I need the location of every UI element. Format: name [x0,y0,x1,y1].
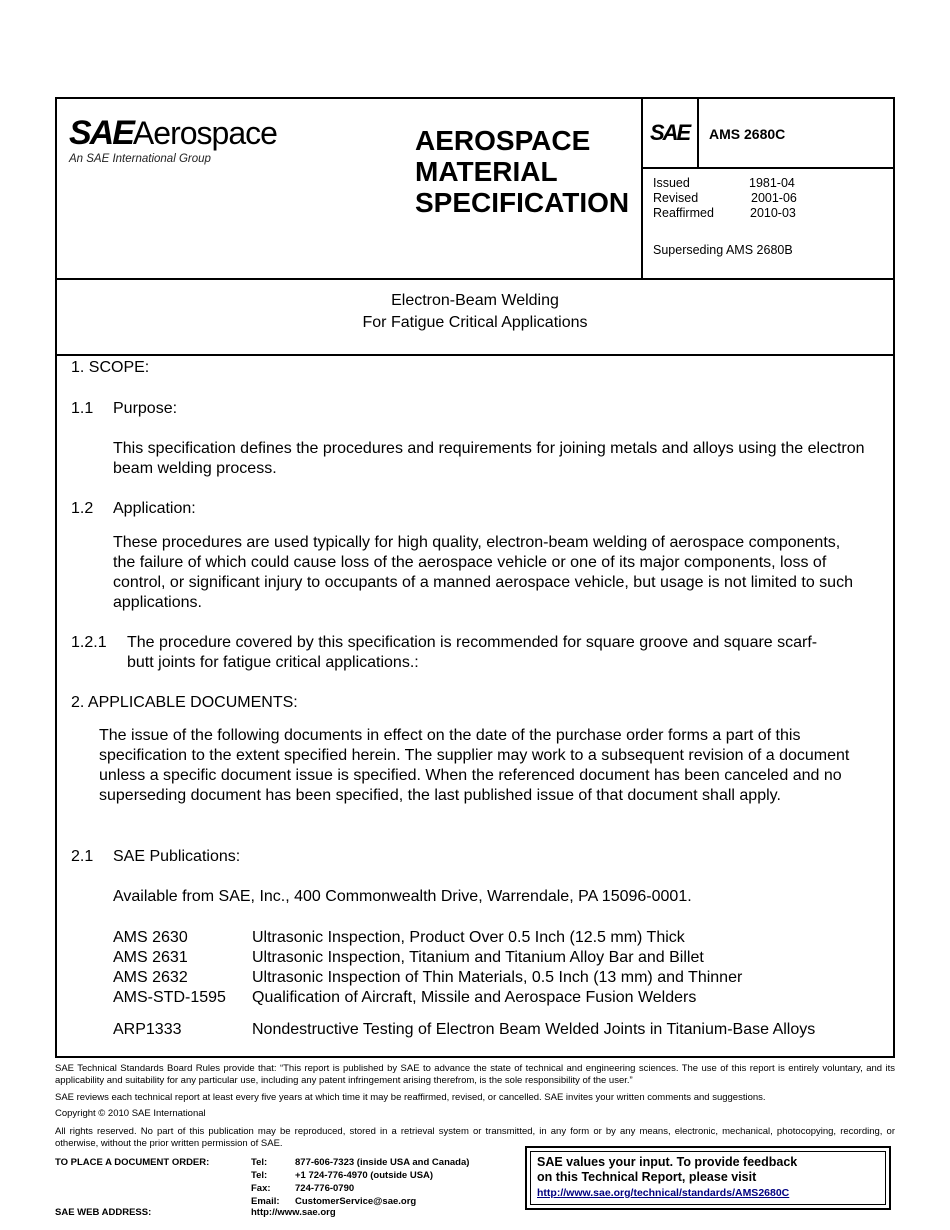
doc-number-divider [697,97,699,168]
section-1-1-title: Purpose: [113,400,178,417]
section-2-1-availability: Available from SAE, Inc., 400 Commonwealth Drive, Warrendale, PA 15096-0001. [113,888,692,905]
logo-subtitle: An SAE International Group [69,153,211,165]
doc-number: AMS 2680C [709,126,786,142]
footer-review: SAE reviews each technical report at least every five years at which time it may be reaffirmed, revised, or cancelled. SAE invites your written comments and suggestions. [55,1092,766,1103]
section-2-text: The issue of the following documents in effect on the date of the purchase order forms a part of this specification to the extent specified herein. The supplier may work to a subsequent revision of a document unless a specific document issue is specified. When the referenced document has been canceled and no superseding document has been specified, the last published issue of that document shall apply. [99,727,850,804]
logo-brand: SAE [69,114,133,152]
document-title [57,290,893,334]
spec-title-line: MATERIAL [415,156,558,187]
contact-row: Tel: +1 724-776-4970 (outside USA) [251,1170,434,1181]
reference-document-list [113,928,883,1040]
feedback-link[interactable]: http://www.sae.org/technical/standards/AMS2680C [537,1187,790,1199]
order-label: TO PLACE A DOCUMENT ORDER: [55,1157,210,1168]
header-divider [55,278,895,280]
logo-word: Aerospace [132,115,277,151]
section-1-2-number: 1.2 [71,500,94,517]
list-item: AMS 2631 Ultrasonic Inspection, Titanium and Titanium Alloy Bar and Billet [113,949,704,966]
feedback-line2: on this Technical Report, please visit [537,1170,757,1184]
section-1-1-text: This specification defines the procedures and requirements for joining metals and alloys using the electron beam welding process. [113,440,865,477]
contact-row: Email: CustomerService@sae.org [251,1196,417,1207]
footer-rules: SAE Technical Standards Board Rules provide that: “This report is published by SAE to advance the state of technical and engineering sciences. The use of this report is entirely voluntary, and its applicability and suitability for any particular use, including any patent infringement arising therefrom, is the sole responsibility of the user.” [55,1063,895,1086]
footer-rights: All rights reserved. No part of this publication may be reproduced, stored in a retrieval system or transmitted, in any form or by any means, electronic, mechanical, photocopying, recording, or otherwise, without the prior written permission of SAE. [55,1126,895,1149]
web-address-link[interactable]: http://www.sae.org [251,1207,336,1218]
document-title-line2: For Fatigue Critical Applications [362,314,588,331]
spec-type-title [415,125,629,218]
sae-mini-logo: SAE [650,120,690,145]
footer-copyright: Copyright © 2010 SAE International [55,1108,206,1119]
date-row: Reaffirmed 2010-03 [653,206,796,220]
list-item: ARP1333 Nondestructive Testing of Electron Beam Welded Joints in Titanium-Base Alloys [113,1021,816,1038]
contact-row: Tel: 877-606-7323 (inside USA and Canada) [251,1157,470,1168]
order-contacts [251,1156,469,1208]
header-column-divider [641,97,643,279]
section-2-heading: 2. APPLICABLE DOCUMENTS: [71,694,298,711]
feedback-inner [530,1151,886,1205]
list-item: AMS-STD-1595 Qualification of Aircraft, Missile and Aerospace Fusion Welders [113,989,697,1006]
section-2-1-title: SAE Publications: [113,848,241,865]
superseding-note: Superseding AMS 2680B [653,243,793,257]
title-divider [55,354,895,356]
sae-aerospace-logo [69,114,277,153]
contact-row: Fax: 724-776-0790 [251,1183,355,1194]
date-row: Revised 2001-06 [653,191,797,205]
feedback-box [525,1146,891,1210]
list-item: AMS 2632 Ultrasonic Inspection of Thin Materials, 0.5 Inch (13 mm) and Thinner [113,969,743,986]
date-row: Issued 1981-04 [653,176,795,190]
date-block [653,176,797,221]
web-address-label: SAE WEB ADDRESS: [55,1207,152,1218]
feedback-line1: SAE values your input. To provide feedback [537,1155,798,1169]
doc-number-underline [641,167,895,169]
section-2-1-number: 2.1 [71,848,94,865]
document-title-line1: Electron-Beam Welding [391,292,559,309]
section-1-2-1-text: The procedure covered by this specification is recommended for square groove and square scarf-butt joints for fatigue critical applications.: [127,634,818,671]
section-1-2-title: Application: [113,500,196,517]
list-item: AMS 2630 Ultrasonic Inspection, Product Over 0.5 Inch (12.5 mm) Thick [113,929,685,946]
section-1-2-text: These procedures are used typically for high quality, electron-beam welding of aerospace components, the failure of which could cause loss of the aerospace vehicle or one of its major components, loss of control, or significant injury to occupants of a manned aerospace vehicle, but usage is not limited to such applications. [113,534,853,611]
spec-title-line: AEROSPACE [415,125,591,156]
section-1-2-1-number: 1.2.1 [71,634,107,651]
section-1-1-number: 1.1 [71,400,94,417]
section-1-heading: 1. SCOPE: [71,359,150,376]
spec-title-line: SPECIFICATION [415,187,630,218]
